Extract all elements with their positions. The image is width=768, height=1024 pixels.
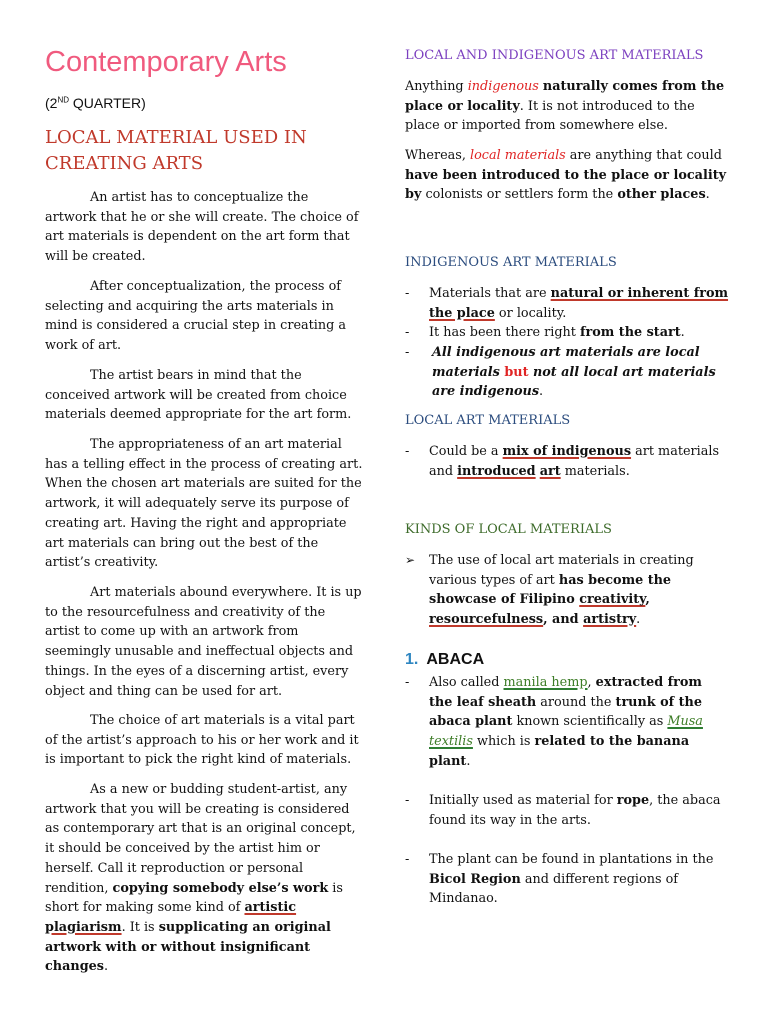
- paragraph-choice-materials: The artist bears in mind that the conceived artwork will be created from choice materials deemed appropriate for the art form.: [45, 368, 352, 423]
- list-item: - Initially used as material for rope, the abaca found its way in the arts.: [405, 793, 721, 828]
- paragraph-abound: Art materials abound everywhere. It is up to the resourcefulness and creativity of the artist to come up with an artwork from seemingly unusable and ineffectual objects and things. In the eyes of a discerning artist, every object and thing can be used for art.: [45, 585, 362, 699]
- heading-kinds-local-materials: KINDS OF LOCAL MATERIALS: [405, 522, 612, 537]
- list-item: - Could be a mix of indigenous art materials and introduced art materials.: [405, 444, 720, 479]
- list-item: - Materials that are natural or inherent from the place or locality.: [405, 286, 729, 321]
- heading-indigenous-art-materials: INDIGENOUS ART MATERIALS: [405, 255, 617, 270]
- list-item: - All indigenous art materials are local materials but not all local art materials are indigenous.: [405, 345, 716, 400]
- abaca-heading: 1. ABACA: [405, 651, 485, 668]
- paragraph-selection: After conceptualization, the process of selecting and acquiring the arts materials in mind is considered a crucial step in creating a work of art.: [45, 279, 347, 354]
- arrow-icon: ➢: [405, 553, 416, 567]
- quarter-label: (2ND QUARTER): [45, 95, 146, 111]
- page-title: Contemporary Arts: [45, 46, 287, 78]
- paragraph-student-artist: As a new or budding student-artist, any artwork that you will be creating is considered as contemporary art that is an original concept, it should be conceived by the artist him or herself. Call it reproduction or personal rendition, copying somebody else’s work is short for making some kind of artistic plagiarism. It is supplicating an original artwork with or without insignificant changes.: [45, 782, 356, 975]
- paragraph-local-definition: Whereas, local materials are anything that could have been introduced to the place or locality by colonists or settlers form the other places.: [405, 148, 727, 203]
- paragraph-indigenous-definition: Anything indigenous naturally comes from the place or locality. It is not introduced to the place or imported from somewhere else.: [405, 79, 725, 134]
- list-item: ➢ The use of local art materials in creating various types of art has become the showcase of Filipino creativity, resourcefulness, and artistry.: [405, 553, 694, 628]
- list-item: - It has been there right from the start.: [405, 325, 685, 340]
- paragraph-vital-part: The choice of art materials is a vital part of the artist’s approach to his or her work and it is important to pick the right kind of materials.: [45, 713, 359, 768]
- list-item: - Also called manila hemp, extracted from the leaf sheath around the trunk of the abaca plant known scientifically as Musa textilis which is related to the banana plant.: [405, 675, 703, 769]
- heading-local-art-materials: LOCAL ART MATERIALS: [405, 413, 571, 428]
- heading-local-indigenous: LOCAL AND INDIGENOUS ART MATERIALS: [405, 48, 704, 63]
- paragraph-conceptualize: An artist has to conceptualize the artwork that he or she will create. The choice of art materials is dependent on the art form that will be created.: [45, 190, 359, 265]
- section-title: LOCAL MATERIAL USED IN CREATING ARTS: [45, 127, 307, 174]
- paragraph-appropriateness: The appropriateness of an art material has a telling effect in the process of creating art. When the chosen art materials are suited for the artwork, it will adequately serve its purpose of creating art. Having the right and appropriate art materials can bring out the best of the artist’s creativity.: [45, 437, 363, 571]
- list-item: - The plant can be found in plantations in the Bicol Region and different regions of Mindanao.: [405, 852, 714, 907]
